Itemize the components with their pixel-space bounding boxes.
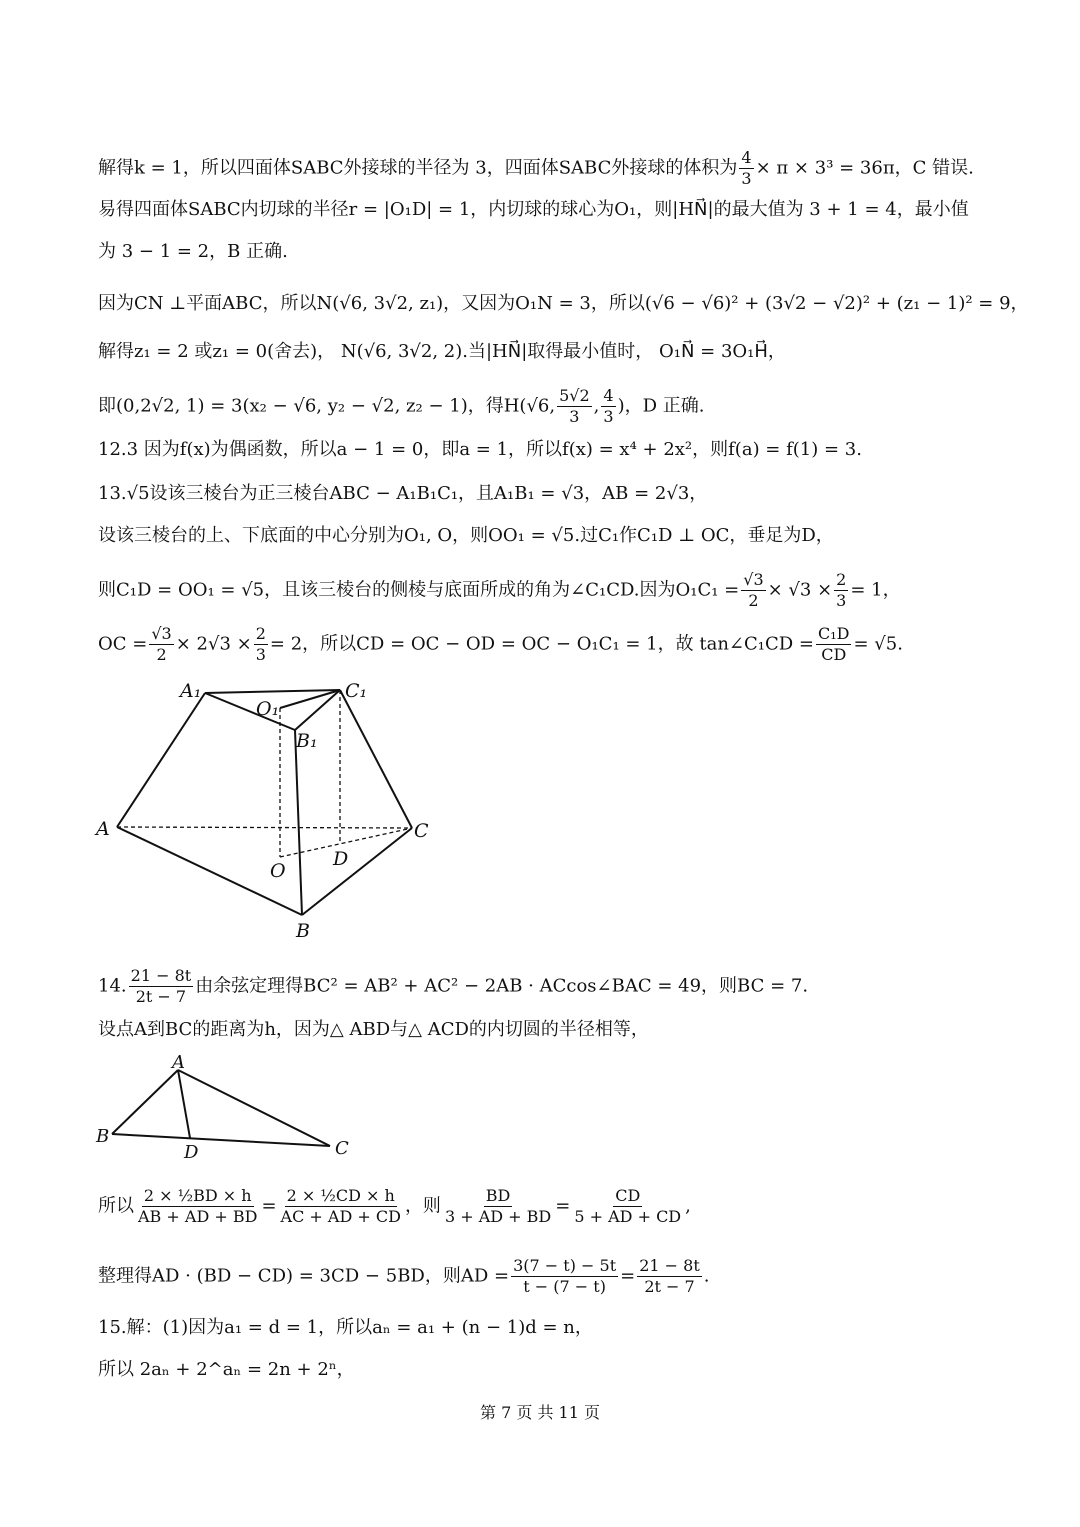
- line-17: 整理得AD · (BD − CD) = 3CD − 5BD，则AD = $\frac{3(7 - t) - 5t}{t - (7 - t)}$ = $\frac{21 - 8t}{2t - 7}$ .: [98, 1256, 710, 1296]
- frustum-figure: [90, 675, 450, 945]
- label-A: A: [172, 1052, 185, 1073]
- edge-AB: [112, 1070, 178, 1134]
- line-5: 解得z₁ = 2 或z₁ = 0(舍去)， N(√6, 3√2, 2).当|HN⃗|取得最小值时， O₁N⃗ = 3O₁H⃗，: [98, 341, 786, 362]
- edge-AC-hidden: [117, 827, 412, 828]
- edge-BC: [112, 1134, 330, 1146]
- line-4: 因为CN ⊥平面ABC，所以N(√6, 3√2, z₁)，又因为O₁N = 3，所以(√6 − √6)² + (3√2 − √2)² + (z₁ − 1)² = 9，: [98, 293, 1029, 314]
- line-11: OC = $\frac{√3}{2}$ × 2√3 × $\frac{2}{3}$ = 2，所以CD = OC − OD = OC − O₁C₁ = 1，故 tan∠C₁CD = $\frac{\text{C₁D}}{CD}$ = √5.: [98, 624, 903, 664]
- fraction: $\frac{\text{2 × ½BD × h}}{AB + AD + BD}$: [138, 1186, 258, 1226]
- line-14: 14. $\frac{21 - 8t}{2t - 7}$ 由余弦定理得BC² = AB² + AC² − 2AB · ACcos∠BAC = 49，则BC = 7.: [98, 966, 809, 1006]
- line-6: 即(0,2√2, 1) = 3(x₂ − √6, y₂ − √2, z₂ − 1)，得H(√6, $\frac{5√2}{3}$ , $\frac{4}{3}$ )，D 正确.: [98, 386, 705, 426]
- edge-CC1: [340, 690, 412, 828]
- fraction: $\frac{21 - 8t}{2t - 7}$: [639, 1256, 700, 1296]
- line-1: 解得k = 1，所以四面体SABC外接球的半径为 3，四面体SABC外接球的体积为 $\frac{4}{3}$ × π × 3³ = 36π，C 错误.: [98, 148, 974, 188]
- line-2: 易得四面体SABC内切球的半径r = |O₁D| = 1，内切球的球心为O₁，则|HN⃗|的最大值为 3 + 1 = 4，最小值: [98, 199, 969, 220]
- fraction: $\frac{\text{2 × ½CD × h}}{AC + AD + CD}$: [280, 1186, 401, 1226]
- fraction: $\frac{4}{3}$: [603, 386, 614, 426]
- fraction: $\frac{\text{C₁D}}{CD}$: [818, 624, 850, 664]
- label-D: D: [184, 1142, 199, 1162]
- label-B1: B₁: [296, 730, 318, 752]
- label-C: C: [335, 1138, 349, 1159]
- line-19: 所以 2aₙ + 2^aₙ = 2n + 2ⁿ，: [98, 1359, 355, 1380]
- fraction: $\frac{3(7 - t) - 5t}{t - (7 - t)}$: [513, 1256, 617, 1296]
- fraction: $\frac{2}{3}$: [836, 570, 847, 610]
- line-3: 为 3 − 1 = 2，B 正确.: [98, 241, 288, 262]
- label-A1: A₁: [180, 680, 202, 702]
- line-18: 15.解：(1)因为a₁ = d = 1，所以aₙ = a₁ + (n − 1)d = n，: [98, 1317, 593, 1338]
- line-8: 13.√5设该三棱台为正三棱台ABC − A₁B₁C₁，且A₁B₁ = √3，AB = 2√3，: [98, 483, 708, 504]
- label-B: B: [296, 920, 310, 942]
- line-15: 设点A到BC的距离为h，因为△ ABD与△ ACD的内切圆的半径相等，: [98, 1019, 649, 1040]
- label-O1: O₁: [256, 698, 280, 720]
- fraction: $\frac{2}{3}$: [255, 624, 266, 664]
- line-7: 12.3 因为f(x)为偶函数，所以a − 1 = 0，即a = 1，所以f(x) = x⁴ + 2x²，则f(a) = f(1) = 3.: [98, 439, 862, 460]
- segment-AD: [178, 1070, 190, 1138]
- edge-AC: [178, 1070, 330, 1146]
- fraction: $\frac{BD}{3 + AD + BD}$: [444, 1186, 552, 1226]
- fraction: $\frac{√3}{2}$: [743, 570, 764, 610]
- fraction: $\frac{5√2}{3}$: [559, 386, 590, 426]
- line-9: 设该三棱台的上、下底面的中心分别为O₁, O，则OO₁ = √5.过C₁作C₁D ⊥ OC，垂足为D，: [98, 525, 834, 546]
- edge-A1C1: [205, 690, 340, 693]
- label-C1: C₁: [345, 680, 368, 702]
- edge-AA1: [117, 693, 205, 827]
- line-16: 所以 $\frac{\text{2 × ½BD × h}}{AB + AD + BD}$ = $\frac{\text{2 × ½CD × h}}{AC + AD + CD}$ ，则 $\frac{BD}{3 + AD + BD}$ = $\frac{CD}{5 + AD + CD}$ ,: [98, 1186, 691, 1226]
- label-C: C: [414, 820, 429, 842]
- line-10: 则C₁D = OO₁ = √5，且该三棱台的侧棱与底面所成的角为∠C₁CD.因为O₁C₁ = $\frac{√3}{2}$ × √3 × $\frac{2}{3}$ = 1，: [98, 570, 901, 610]
- fraction: $\frac{√3}{2}$: [151, 624, 172, 664]
- label-D: D: [333, 848, 349, 870]
- fraction: $\frac{21 - 8t}{2t - 7}$: [130, 966, 192, 1006]
- edge-BC: [302, 828, 412, 915]
- label-A: A: [96, 818, 110, 840]
- page-footer: 第 7 页 共 11 页: [480, 1403, 600, 1422]
- fraction: $\frac{4}{3}$: [741, 148, 752, 188]
- edge-BB1: [295, 730, 302, 915]
- label-O: O: [270, 860, 286, 882]
- fraction: $\frac{CD}{5 + AD + CD}$: [574, 1186, 682, 1226]
- label-B: B: [96, 1126, 110, 1147]
- edge-A1B1: [205, 693, 295, 730]
- triangle-figure: [90, 1050, 370, 1162]
